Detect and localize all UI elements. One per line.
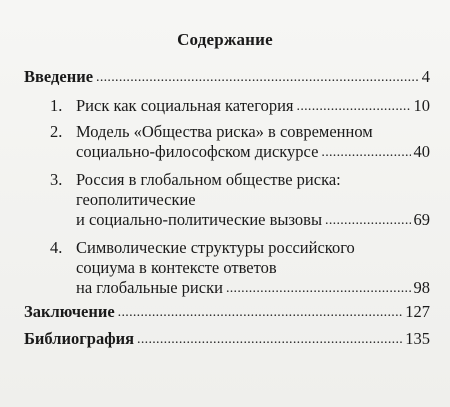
toc-entry-chapter-1 (50, 96, 430, 116)
toc-entry-chapter-3-line-2 (76, 190, 196, 210)
leader-dots (297, 95, 411, 113)
toc-entry-chapter-4-line-2 (76, 258, 277, 278)
toc-entry-chapter-3-line-1 (50, 170, 341, 190)
toc-page-number: 4 (421, 67, 430, 86)
toc-page-number: 10 (413, 96, 430, 115)
leader-dots (325, 209, 410, 227)
leader-dots (137, 328, 402, 346)
leader-dots (226, 277, 411, 295)
toc-entry-intro (24, 67, 430, 87)
toc-entry-chapter-4-line-1 (50, 238, 355, 258)
toc-page-number: 98 (413, 278, 430, 297)
chapter-number: 1. (50, 96, 63, 115)
toc-entry-label: геополитические (76, 190, 196, 209)
toc-entry-conclusion (24, 302, 430, 322)
toc-page-number: 69 (413, 210, 430, 229)
toc-entry-label: Символические структуры российского (76, 238, 355, 257)
toc-entry-chapter-3 (76, 210, 430, 230)
toc-page-number: 40 (413, 142, 430, 161)
toc-entry-label: социально-философском дискурсе (76, 142, 319, 161)
toc-entry-bibliography (24, 329, 430, 349)
toc-entry-label: Библиография (24, 329, 135, 348)
toc-entry-label: Риск как социальная категория (76, 96, 294, 115)
toc-page-number: 135 (405, 329, 430, 348)
toc-entry-label: Введение (24, 67, 94, 86)
toc-entry-label: на глобальные риски (76, 278, 223, 297)
toc-entry-chapter-2-line-1 (50, 122, 373, 142)
leader-dots (321, 141, 410, 159)
toc-title: Содержание (177, 30, 273, 49)
toc-entry-chapter-2 (76, 142, 430, 162)
toc-entry-label: Заключение (24, 302, 115, 321)
toc-entry-label: Россия в глобальном обществе риска: (76, 170, 341, 189)
toc-entry-label: социума в контексте ответов (76, 258, 277, 277)
leader-dots (96, 66, 419, 84)
chapter-number: 4. (50, 238, 63, 257)
chapter-number: 2. (50, 122, 63, 141)
toc-page-number: 127 (405, 302, 430, 321)
toc-entry-label: и социально-политические вызовы (76, 210, 323, 229)
toc-entry-chapter-4 (76, 278, 430, 298)
leader-dots (118, 301, 403, 319)
chapter-number: 3. (50, 170, 63, 189)
toc-entry-label: Модель «Общества риска» в современном (76, 122, 373, 141)
